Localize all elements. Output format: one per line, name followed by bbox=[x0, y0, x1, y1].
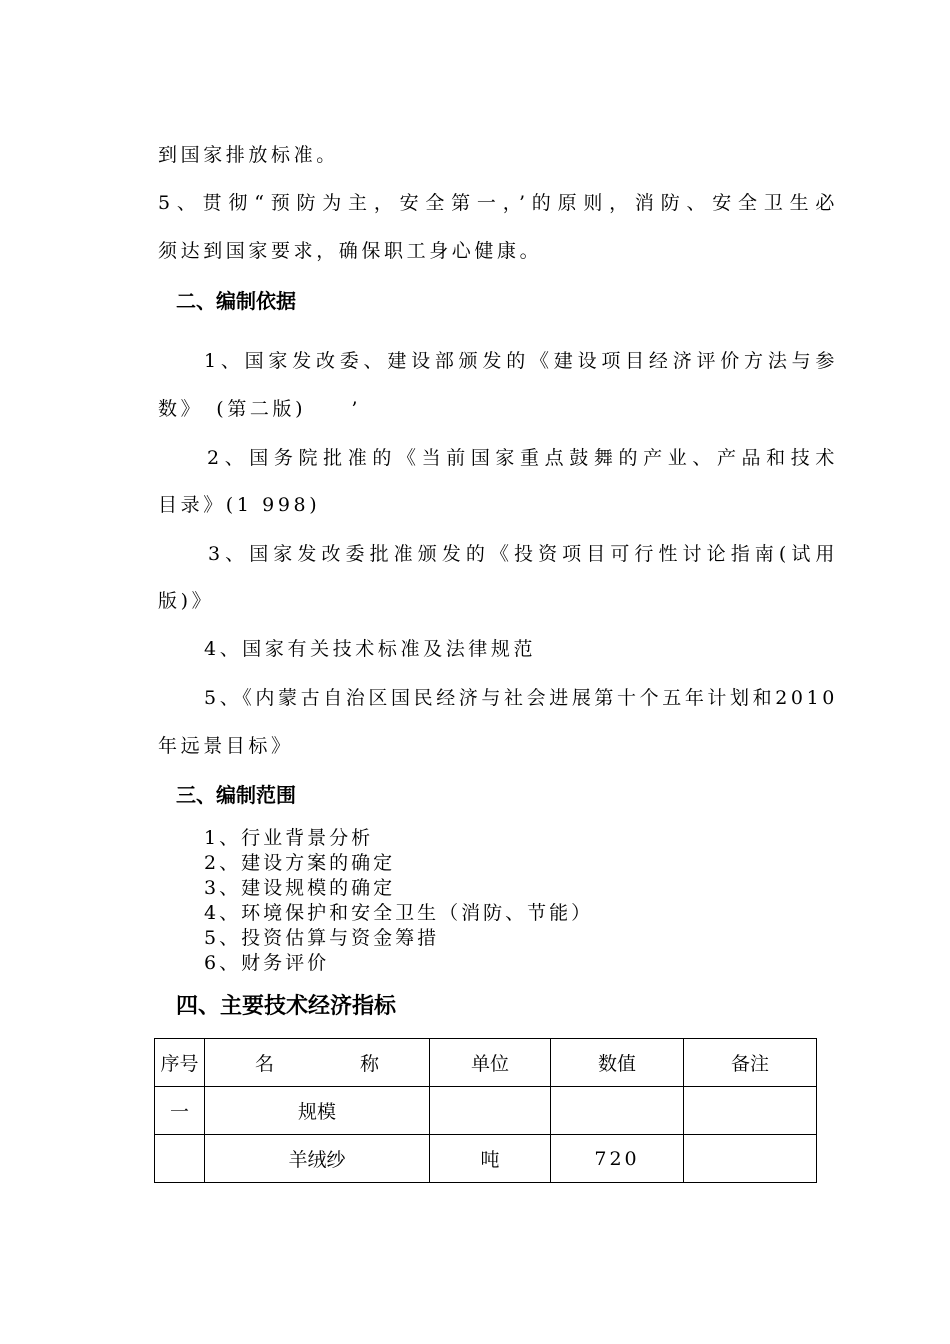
basis-item-line: 4、国家有关技术标准及法律规范 bbox=[204, 638, 537, 660]
cell-name: 羊绒纱 bbox=[205, 1135, 430, 1183]
scope-list-item: 1、行业背景分析 bbox=[204, 827, 374, 849]
basis-item-line: 5、《内蒙古自治区国民经济与社会进展第十个五年计划和2010 bbox=[204, 687, 838, 709]
header-unit: 单位 bbox=[430, 1039, 551, 1087]
header-value: 数值 bbox=[551, 1039, 684, 1087]
cell-value bbox=[551, 1087, 684, 1135]
scope-list-item: 4、环境保护和安全卫生（消防、节能） bbox=[204, 902, 594, 924]
table-header-row bbox=[155, 1039, 817, 1087]
cell-unit bbox=[430, 1087, 551, 1135]
cell-unit: 吨 bbox=[430, 1135, 551, 1183]
basis-item-line: 1、国家发改委、建设部颁发的《建设项目经济评价方法与参 bbox=[204, 350, 838, 372]
cell-value: 720 bbox=[551, 1135, 684, 1183]
scope-list-item: 5、投资估算与资金筹措 bbox=[204, 927, 440, 949]
cell-index: 一 bbox=[155, 1087, 205, 1135]
scope-list-item: 2、建设方案的确定 bbox=[204, 852, 396, 874]
section-heading-indicators: 四、主要技术经济指标 bbox=[176, 994, 397, 1019]
basis-item-line: 数》 (第二版) ’ bbox=[158, 398, 361, 420]
paragraph-text: 须达到国家要求，确保职工身心健康。 bbox=[158, 240, 543, 262]
cell-name: 规模 bbox=[205, 1087, 430, 1135]
section-heading-basis: 二、编制依据 bbox=[176, 289, 296, 313]
paragraph-text: 5、贯彻“预防为主，安全第一，’的原则，消防、安全卫生必 bbox=[158, 192, 838, 214]
section-heading-scope: 三、编制范围 bbox=[176, 783, 296, 807]
basis-item-line: 3、国家发改委批准颁发的《投资项目可行性讨论指南(试用 bbox=[208, 543, 838, 565]
basis-item-line: 目录》(1 998) bbox=[158, 494, 321, 516]
header-name-part: 名 bbox=[255, 1053, 275, 1075]
scope-list-item: 3、建设规模的确定 bbox=[204, 877, 396, 899]
paragraph-text: 到国家排放标准。 bbox=[158, 144, 339, 166]
cell-index bbox=[155, 1135, 205, 1183]
indicators-table bbox=[154, 1038, 817, 1183]
table-row bbox=[155, 1087, 817, 1135]
scope-list-item: 6、财务评价 bbox=[204, 952, 330, 974]
header-note: 备注 bbox=[684, 1039, 817, 1087]
basis-item-line: 年远景目标》 bbox=[158, 735, 294, 757]
basis-item-line: 2、国务院批准的《当前国家重点鼓舞的产业、产品和技术 bbox=[207, 447, 838, 469]
cell-note bbox=[684, 1087, 817, 1135]
header-name bbox=[205, 1039, 430, 1087]
basis-item-line: 版)》 bbox=[158, 590, 215, 612]
table-row bbox=[155, 1135, 817, 1183]
header-name-part: 称 bbox=[359, 1053, 379, 1075]
header-index: 序号 bbox=[155, 1039, 205, 1087]
cell-note bbox=[684, 1135, 817, 1183]
